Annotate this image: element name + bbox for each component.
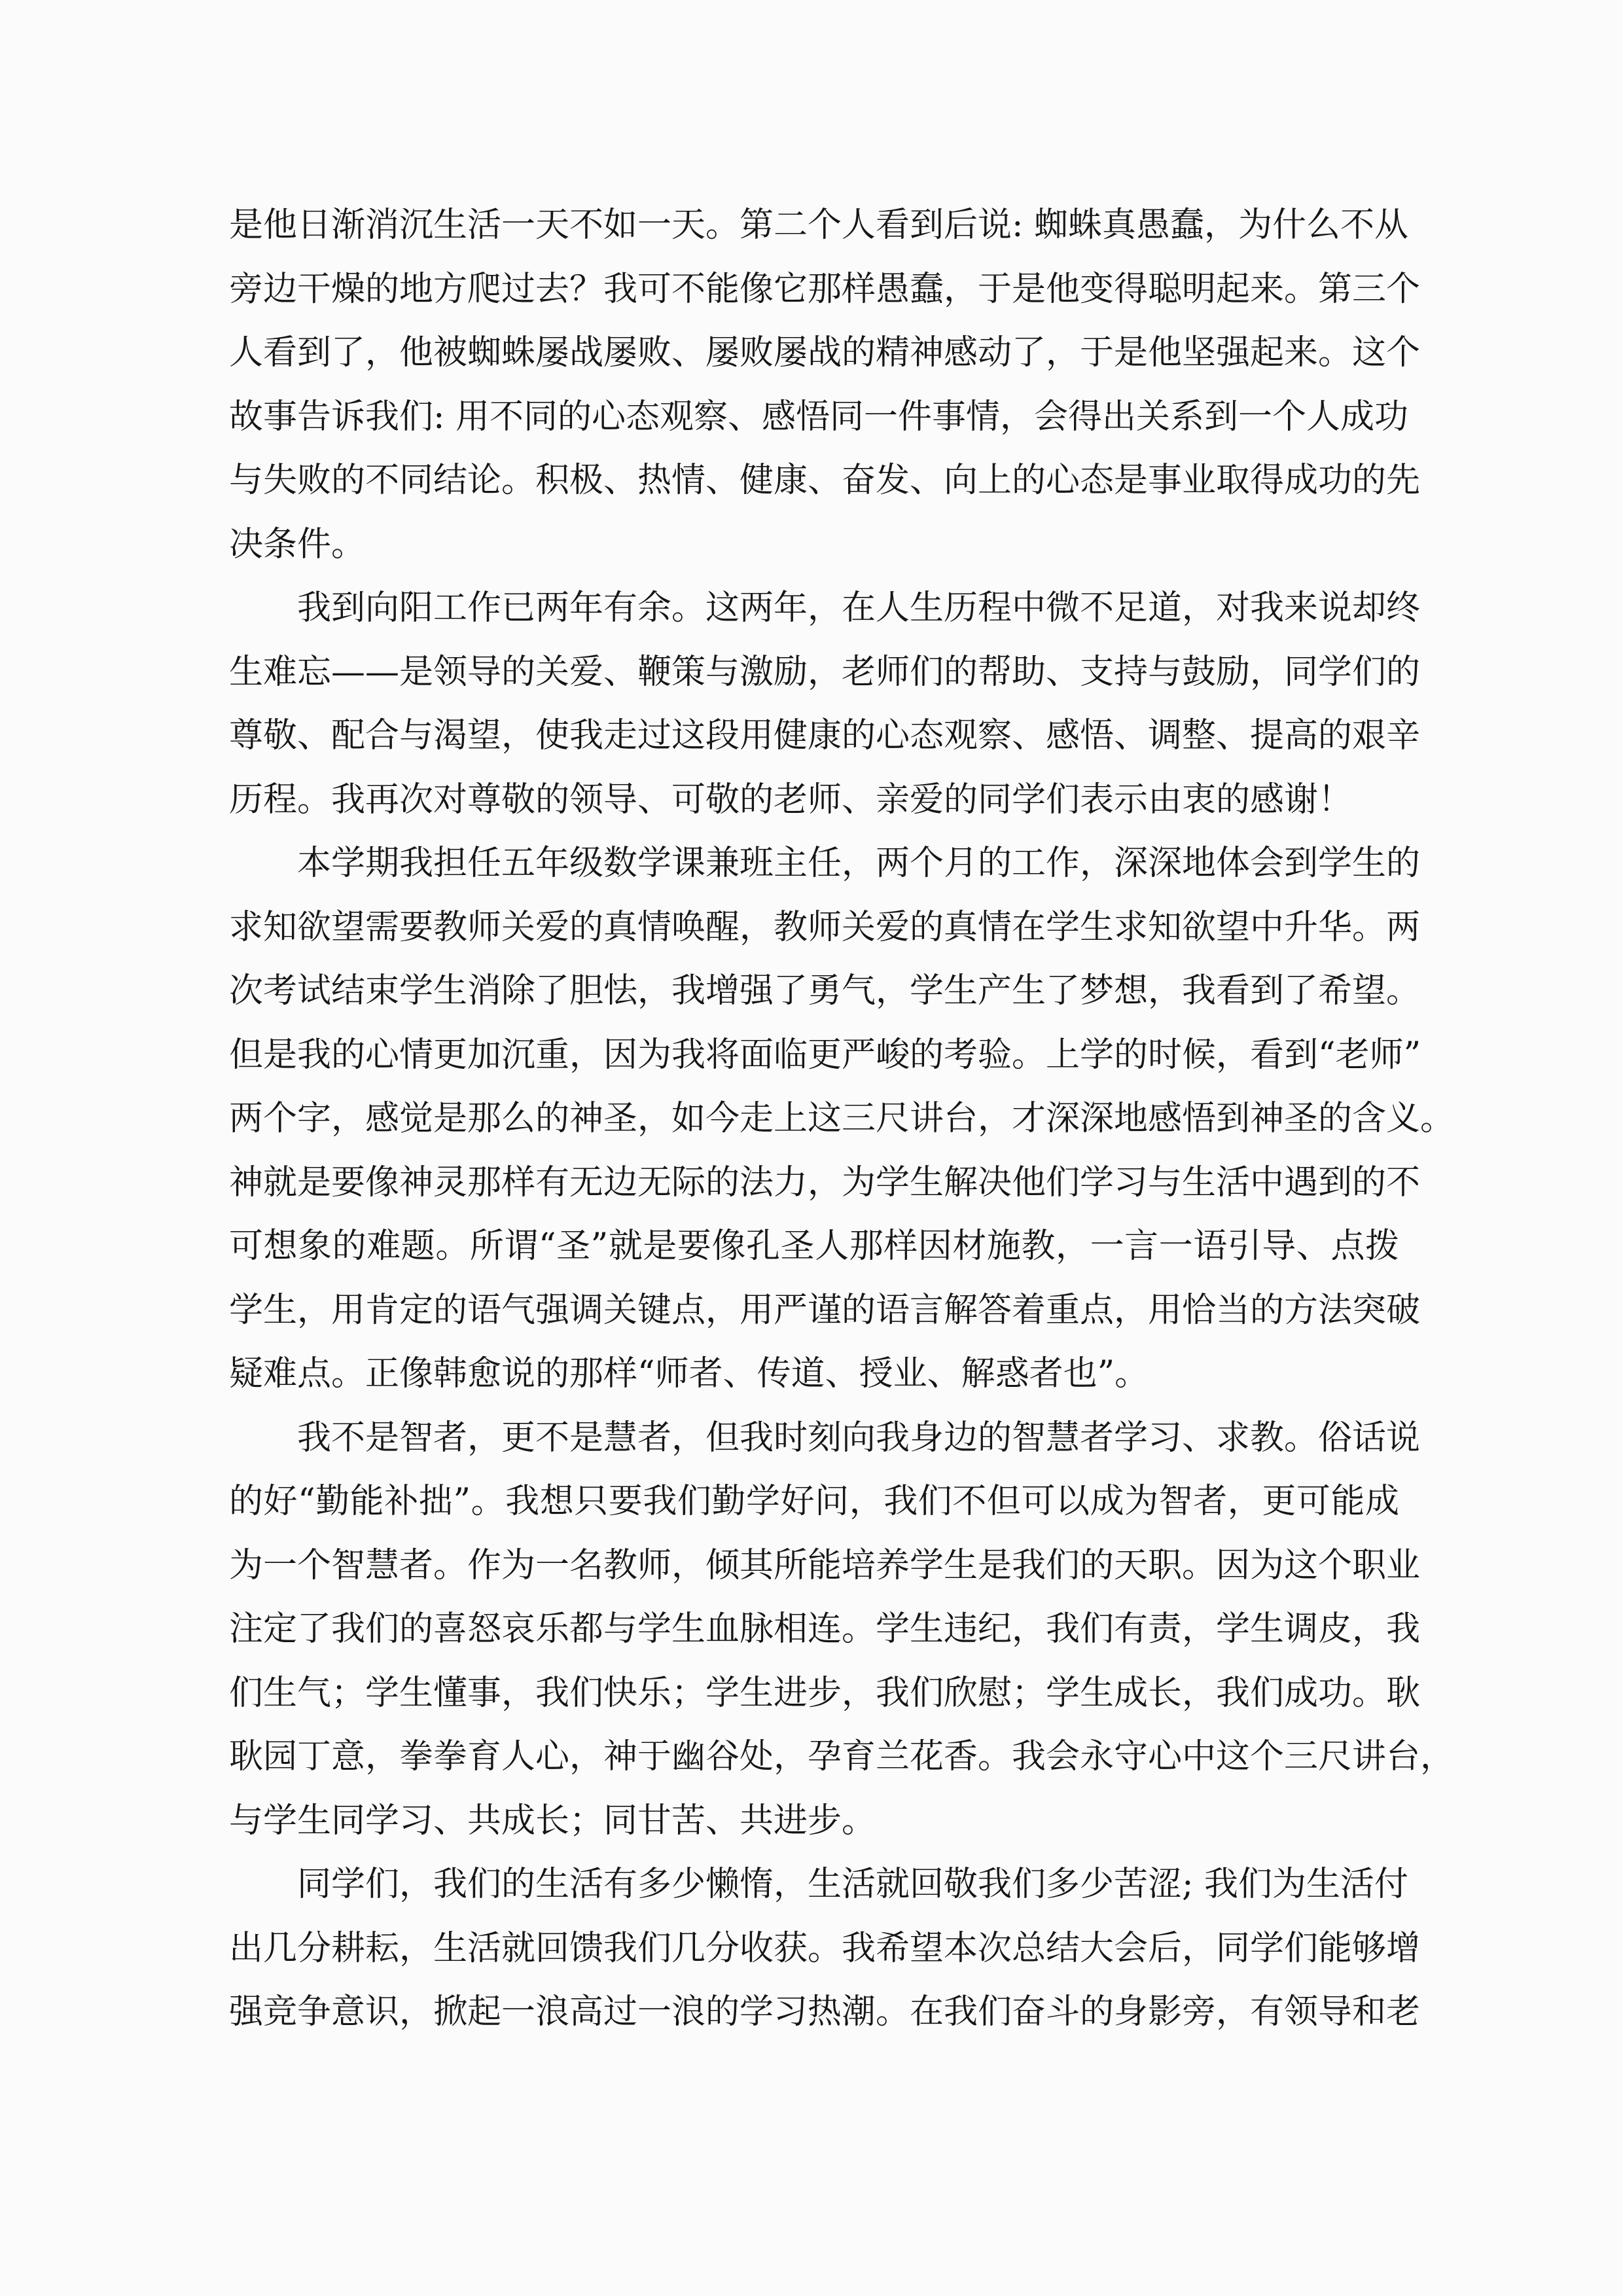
text-line: 同学们，我们的生活有多少懒惰，生活就回敬我们多少苦涩; 我们为生活付 bbox=[297, 1865, 1409, 1904]
text-line: 为一个智慧者。作为一名教师，倾其所能培养学生是我们的天职。因为这个职业 bbox=[229, 1545, 1421, 1585]
text-line: 次考试结束学生消除了胆怯，我增强了勇气，学生产生了梦想，我看到了希望。 bbox=[229, 971, 1421, 1011]
text-line: 神就是要像神灵那样有无边无际的法力，为学生解决他们学习与生活中遇到的不 bbox=[229, 1162, 1421, 1202]
text-line: 疑难点。正像韩愈说的那样“师者、传道、授业、解惑者也”。 bbox=[229, 1354, 1149, 1393]
text-line: 我到向阳工作已两年有余。这两年，在人生历程中微不足道，对我来说却终 bbox=[297, 588, 1421, 628]
text-line: 决条件。 bbox=[229, 524, 366, 564]
text-line: 出几分耕耘，生活就回馈我们几分收获。我希望本次总结大会后，同学们能够增 bbox=[229, 1928, 1421, 1968]
body-text bbox=[229, 194, 1455, 2045]
text-line: 人看到了，他被蜘蛛屡战屡败、屡败屡战的精神感动了，于是他坚强起来。这个 bbox=[229, 333, 1421, 372]
text-line: 本学期我担任五年级数学课兼班主任，两个月的工作，深深地体会到学生的 bbox=[297, 844, 1421, 883]
text-line: 学生，用肯定的语气强调关键点，用严谨的语言解答着重点，用恰当的方法突破 bbox=[229, 1290, 1421, 1330]
text-line: 历程。我再次对尊敬的领导、可敬的老师、亲爱的同学们表示由衷的感谢！ bbox=[229, 780, 1353, 819]
text-line: 是他日渐消沉生活一天不如一天。第二个人看到后说: 蜘蛛真愚蠢，为什么不从 bbox=[229, 206, 1409, 245]
text-line: 与失败的不同结论。积极、热情、健康、奋发、向上的心态是事业取得成功的先 bbox=[229, 461, 1421, 500]
text-line: 注定了我们的喜怒哀乐都与学生血脉相连。学生违纪，我们有责，学生调皮，我 bbox=[229, 1609, 1421, 1649]
text-line: 旁边干燥的地方爬过去？我可不能像它那样愚蠢，于是他变得聪明起来。第三个 bbox=[229, 269, 1421, 309]
text-line: 故事告诉我们: 用不同的心态观察、感悟同一件事情，会得出关系到一个人成功 bbox=[229, 397, 1409, 437]
text-line: 耿园丁意，拳拳育人心，神于幽谷处，孕育兰花香。我会永守心中这个三尺讲台， bbox=[229, 1737, 1455, 1776]
text-line: 我不是智者，更不是慧者，但我时刻向我身边的智慧者学习、求教。俗话说 bbox=[297, 1418, 1421, 1458]
text-line: 生难忘——是领导的关爱、鞭策与激励，老师们的帮助、支持与鼓励，同学们的 bbox=[229, 652, 1421, 692]
text-line: 强竞争意识，掀起一浪高过一浪的学习热潮。在我们奋斗的身影旁，有领导和老 bbox=[229, 1992, 1421, 2032]
text-line: 求知欲望需要教师关爱的真情唤醒，教师关爱的真情在学生求知欲望中升华。两 bbox=[229, 907, 1421, 947]
text-line: 可想象的难题。所谓“圣”就是要像孔圣人那样因材施教，一言一语引导、点拨 bbox=[229, 1227, 1399, 1266]
text-line: 尊敬、配合与渴望，使我走过这段用健康的心态观察、感悟、调整、提高的艰辛 bbox=[229, 716, 1421, 755]
text-line: 的好“勤能补拙”。我想只要我们勤学好问，我们不但可以成为智者，更可能成 bbox=[229, 1482, 1399, 1521]
text-line: 两个字，感觉是那么的神圣，如今走上这三尺讲台，才深深地感悟到神圣的含义。 bbox=[229, 1099, 1455, 1138]
text-line: 与学生同学习、共成长；同甘苦、共进步。 bbox=[229, 1801, 876, 1840]
text-line: 但是我的心情更加沉重，因为我将面临更严峻的考验。上学的时候，看到“老师” bbox=[229, 1035, 1421, 1075]
text-line: 们生气；学生懂事，我们快乐；学生进步，我们欣慰；学生成长，我们成功。耿 bbox=[229, 1673, 1421, 1713]
